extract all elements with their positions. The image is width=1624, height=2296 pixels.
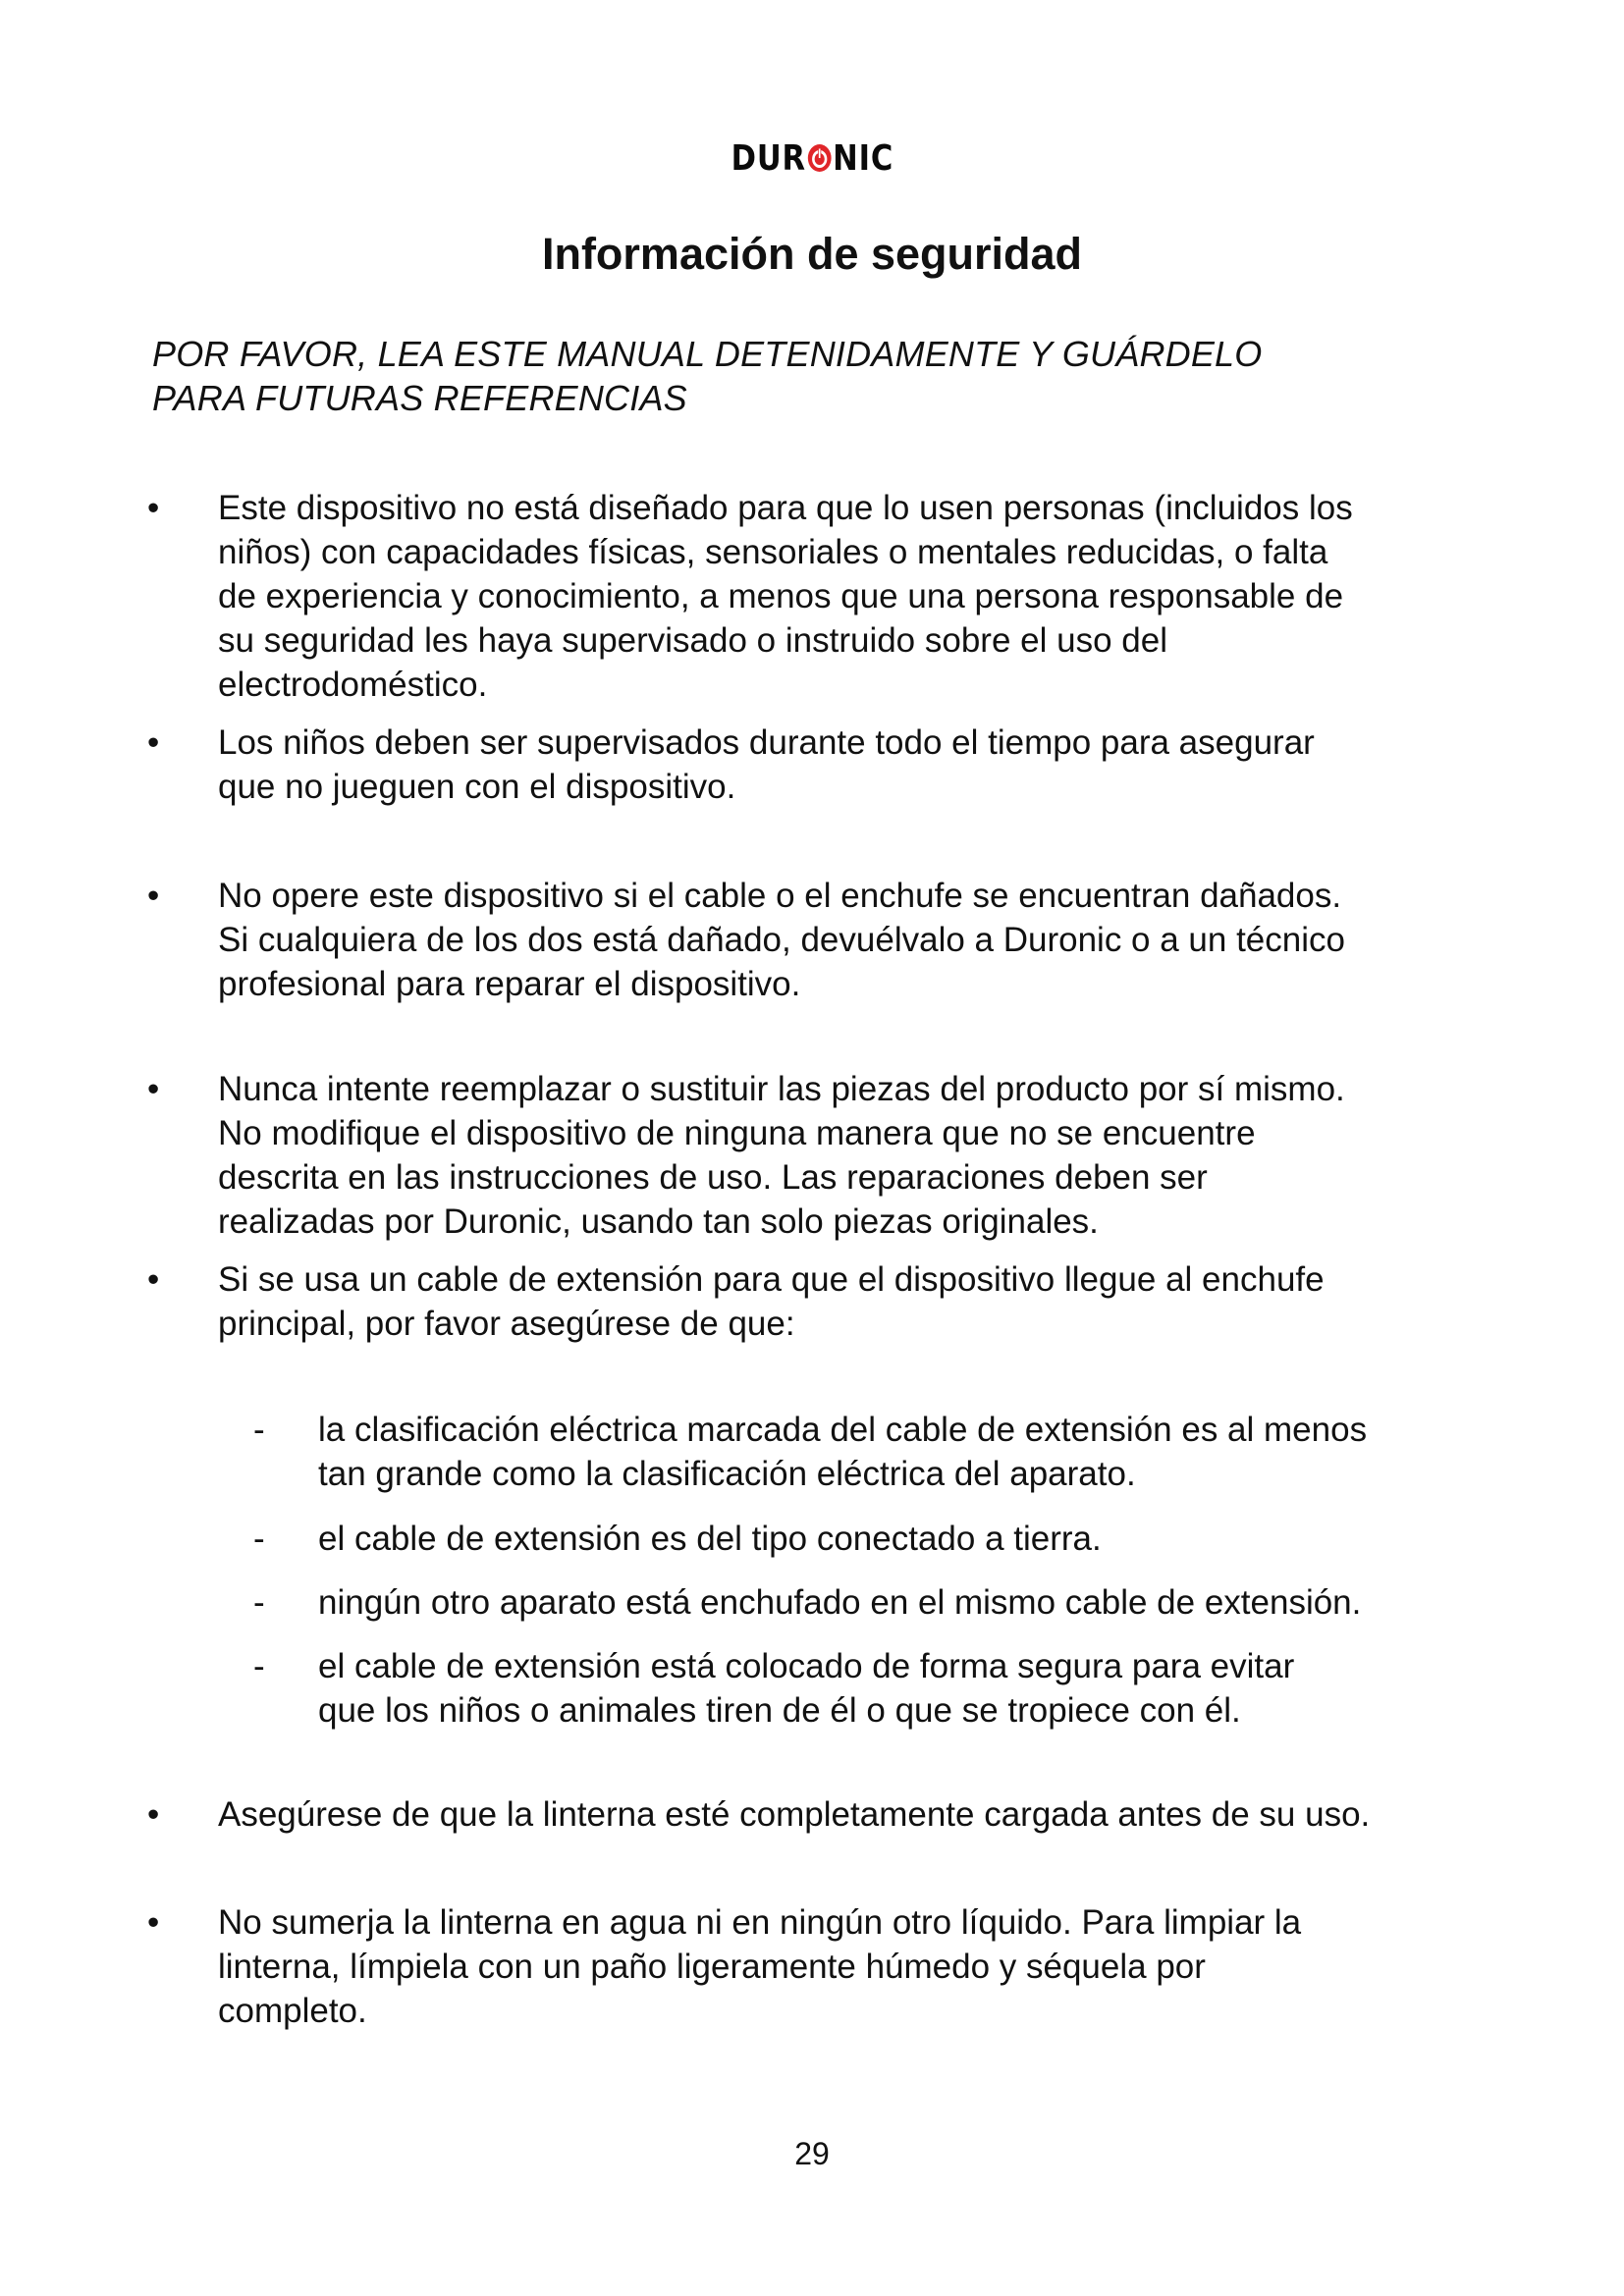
- bullet-mark: •: [147, 877, 160, 915]
- logo-prefix: DUR: [731, 138, 806, 179]
- text-line: el cable de extensión está colocado de forma segura para evitar: [318, 1647, 1295, 1685]
- text-line: Los niños deben ser supervisados durante todo el tiempo para asegurar: [218, 723, 1315, 762]
- page-title: Información de seguridad: [541, 229, 1083, 279]
- dash-mark: -: [253, 1520, 265, 1558]
- text-line: linterna, límpiela con un paño ligeramente húmedo y séquela por: [218, 1948, 1206, 1986]
- bullet-mark: •: [147, 1070, 160, 1108]
- text-line: que no jueguen con el dispositivo.: [218, 768, 736, 806]
- text-line: tan grande como la clasificación eléctrica del aparato.: [318, 1455, 1136, 1493]
- logo-suffix: NIC: [832, 138, 893, 179]
- text-line: Si se usa un cable de extensión para que el dispositivo llegue al enchufe: [218, 1260, 1325, 1299]
- list-item-text: [218, 1792, 1494, 1837]
- text-line: Asegúrese de que la linterna esté completamente cargada antes de su uso.: [218, 1795, 1371, 1834]
- list-item-text: [218, 1067, 1494, 1244]
- text-line: realizadas por Duronic, usando tan solo piezas originales.: [218, 1202, 1099, 1241]
- bullet-mark: •: [147, 489, 160, 527]
- list-item-text: [218, 1900, 1494, 2033]
- sub-list-item-text: [318, 1517, 1506, 1561]
- text-line: ningún otro aparato está enchufado en el mismo cable de extensión.: [318, 1583, 1362, 1622]
- text-line: su seguridad les haya supervisado o instruido sobre el uso del: [218, 621, 1167, 660]
- bullet-mark: •: [147, 1903, 160, 1942]
- list-item-text: [218, 486, 1494, 707]
- sub-list-item-text: [318, 1644, 1506, 1733]
- text-line: principal, por favor asegúrese de que:: [218, 1305, 795, 1343]
- subtitle-line: PARA FUTURAS REFERENCIAS: [152, 378, 687, 418]
- text-line: de experiencia y conocimiento, a menos que una persona responsable de: [218, 577, 1344, 615]
- bullet-mark: •: [147, 1795, 160, 1834]
- sub-list-item-text: [318, 1580, 1506, 1625]
- list-item-text: [218, 874, 1494, 1006]
- list-item-text: [218, 721, 1494, 809]
- bullet-mark: •: [147, 1260, 160, 1299]
- dash-mark: -: [253, 1583, 265, 1622]
- text-line: No sumerja la linterna en agua ni en ningún otro líquido. Para limpiar la: [218, 1903, 1302, 1942]
- text-line: completo.: [218, 1992, 367, 2030]
- text-line: electrodoméstico.: [218, 666, 488, 704]
- sub-list-item-text: [318, 1408, 1506, 1496]
- subtitle-line: POR FAVOR, LEA ESTE MANUAL DETENIDAMENTE Y GUÁRDELO: [152, 334, 1263, 374]
- text-line: No modifique el dispositivo de ninguna manera que no se encuentre: [218, 1114, 1256, 1152]
- subtitle: [152, 332, 1429, 420]
- text-line: profesional para reparar el dispositivo.: [218, 965, 801, 1003]
- text-line: descrita en las instrucciones de uso. Las reparaciones deben ser: [218, 1158, 1208, 1197]
- dash-mark: -: [253, 1411, 265, 1449]
- text-line: Nunca intente reemplazar o sustituir las piezas del producto por sí mismo.: [218, 1070, 1345, 1108]
- power-o-icon: [806, 143, 832, 173]
- text-line: niños) con capacidades físicas, sensoriales o mentales reducidas, o falta: [218, 533, 1328, 571]
- text-line: Este dispositivo no está diseñado para que lo usen personas (incluidos los: [218, 489, 1353, 527]
- text-line: que los niños o animales tiren de él o que se tropiece con él.: [318, 1691, 1241, 1730]
- dash-mark: -: [253, 1647, 265, 1685]
- page-number: 29: [794, 2136, 830, 2171]
- text-line: Si cualquiera de los dos está dañado, devuélvalo a Duronic o a un técnico: [218, 921, 1345, 959]
- brand-logo: [0, 137, 1624, 181]
- list-item-text: [218, 1257, 1494, 1346]
- text-line: No opere este dispositivo si el cable o el enchufe se encuentran dañados.: [218, 877, 1342, 915]
- text-line: el cable de extensión es del tipo conectado a tierra.: [318, 1520, 1102, 1558]
- text-line: la clasificación eléctrica marcada del cable de extensión es al menos: [318, 1411, 1368, 1449]
- bullet-mark: •: [147, 723, 160, 762]
